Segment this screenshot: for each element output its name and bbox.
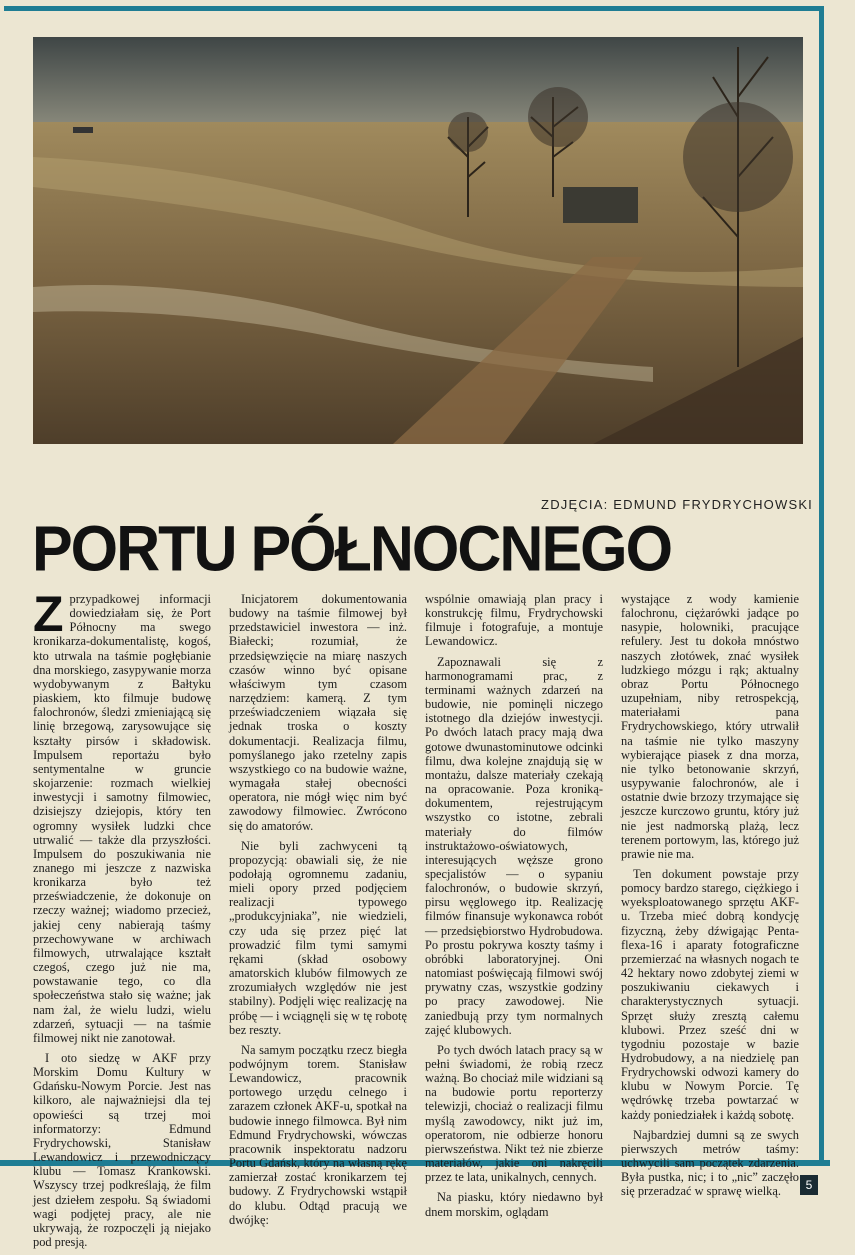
page-number: 5 bbox=[800, 1175, 818, 1195]
paragraph: Zapoznawali się z harmonogramami prac, z terminami ważnych zdarzeń na budowie, nie pominęli niczego istotnego dla dziejów inwestycji. Po dwóch latach pracy mają dwa gotowe dwunastominutowe odcinki filmu, dwa kolejne znajdują się w montażu, dalsze materiały czekają na opracowanie. Poza kroniką-dokumentem, rejestrującym wszystko co istotne, zebrali materiały do filmów instruktażowo-oświatowych, interesujących węższe grono specjalistów — o sypaniu falochronów, o budowie skrzyń, pirsu węglowego itp. Realizację filmów finansuje wykonawca robót — przedsiębiorstwo Hydrobudowa. Po prostu pokrywa koszty taśmy i obróbki laboratoryjnej. Oni natomiast poświęcają filmowi swój prywatny czas, wszystkie godziny po pracy zawodowej. Nie zaniedbują przy tym normalnych zajęć klubowych. bbox=[425, 654, 603, 1037]
drop-cap: Z bbox=[33, 586, 64, 642]
article-body bbox=[33, 586, 807, 1250]
paragraph: Po tych dwóch latach pracy są w pełni świadomi, że robią rzecz ważną. Bo chociaż mile widziani są na budowie portu reporterzy telewizji, chociaż o realizacji filmu myślą zawodowcy, nikt już im, operatorom, nie odbierze honoru pierwszeństwa. Nikt też nie zbierze materiałów, jakie oni nakręcili przez te lata, unikalnych, cennych. bbox=[425, 1042, 603, 1185]
paragraph: Inicjatorem dokumentowania budowy na taśmie filmowej był przedstawiciel inwestora — inż. Białecki; rozumiał, że przedsięwzięcie na miarę naszych czasów winno być opisane właściwym tym czasom narzędziem: kamerą. Z tym przeświadczeniem wiązała się jednak troska o koszty dokumentacji. Realizacja filmu, pomyślanego jako rzetelny zapis wszystkiego co na budowie ważne, wymagała stałej obecności operatora, nie mógł więc nim być zawodowy filmowiec. Zwrócono się do amatorów. bbox=[229, 592, 407, 833]
landscape-photo bbox=[33, 37, 803, 444]
paragraph: Zprzypadkowej informacji dowiedziałam się, że Port Północny ma swego kronikarza-dokumentalistę, kogoś, kto utrwala na taśmie pogłębianie dna morskiego, zasypywanie morza wydobywanym z Bałtyku piaskiem, kto filmuje budowę falochronów, śledzi zmieniającą się linię brzegową, zarysowujące się kształty pirsów i składowisk. Impulsem reportażu było sentymentalne w gruncie skojarzenie: rozmach wielkiej inwestycji i samotny filmowiec, dzisiejszy dziejopis, który ten ogromny wysiłek ludzki chce utrwalić — także dla przyszłości. Impulsem do poszukiwania nie znanego mi jeszcze z nazwiska kronikarza było też przeświadczenie, że dokonuje on rzeczy ważnej; wiadomo przecież, jakiej ceny nabierają taśmy przechowywane w archiwach filmowych, utrwalające kształt czegoś, czego już nie ma, powstawanie tego, co dla społeczeństwa stało się ważne; jak nam żal, że wielu ludzi, wielu zdarzeń, sytuacji — na taśmie filmowej nikt nie zanotował. bbox=[33, 586, 211, 1045]
paragraph: Na samym początku rzecz biegła podwójnym torem. Stanisław Lewandowicz, pracownik portowego urzędu celnego i zarazem członek AKF-u, spotkał na budowie innego filmowca. Był nim Edmund Frydrychowski, wówczas pracownik inspektoratu nadzoru Portu Gdańsk, który na własną rękę zamierzał zostać kronikarzem tej budowy. Z Frydrychowski wstąpił do klubu. Odtąd pracują we dwójkę: bbox=[229, 1042, 407, 1227]
paragraph: Ten dokument powstaje przy pomocy bardzo starego, ciężkiego i wyeksploatowanego sprzętu AKF-u. Trzeba mieć dobrą kondycję fizyczną, żeby dźwigając Penta-flexa-16 i aparaty fotograficzne przemierzać na własnych nogach te 42 hektary nowo zdobytej ziemi w poszukiwaniu ciekawych i charakterystycznych sytuacji. Sprzęt służy zresztą całemu klubowi. Przez sześć dni w tygodniu pozostaje w bazie Hydrobudowy, a na niedzielę pan Frydrychowski odwozi kamery do klubu w Nowym Porcie. Tę wędrówkę trzeba powtarzać w każdy poniedziałek i każdą sobotę. bbox=[621, 866, 799, 1122]
paragraph: I oto siedzę w AKF przy Morskim Domu Kultury w Gdańsku-Nowym Porcie. Jest nas kilkoro, ale najważniejsi dla tej opowieści są trzej moi informatorzy: Edmund Frydrychowski, Stanisław Lewandowicz i przewodniczący klubu — Tomasz Krankowski. Wszyscy trzej podkreślają, że film jest dziełem zespołu. Są świadomi wagi podjętej pracy, ale nie ukrywają, że rozpoczęli ją niejako pod presją. bbox=[33, 1051, 211, 1250]
column-3 bbox=[425, 592, 603, 1255]
photo-credit: ZDJĘCIA: EDMUND FRYDRYCHOWSKI bbox=[541, 497, 813, 512]
column-2 bbox=[229, 592, 407, 1255]
paragraph: wystające z wody kamienie falochronu, ciężarówki jadące po nasypie, holowniki, pracujące refulery. Jest tu dokoła mnóstwo naszych złotówek, znać wysiłek ludzkiego mózgu i rąk; aktualny obraz Portu Północnego uzupełniam, niby retrospekcją, materiałami pana Frydrychowskiego, który utrwalił na taśmie nie tylko maszyny wybierające piasek z dna morza, nie tylko betonowanie skrzyń, usypywanie falochronów, ale i ostatnie dwie brzozy trzymające się jeszcze kurczowo gruntu, który już nie jest nadmorską plażą, lecz terenem portowym, las, którego już prawie nie ma. bbox=[621, 592, 799, 861]
article-title: PORTU PÓŁNOCNEGO bbox=[32, 512, 672, 585]
column-1 bbox=[33, 586, 211, 1255]
paragraph: Nie byli zachwyceni tą propozycją: obawiali się, że nie podołają ogromnemu zadaniu, mieli opory przed podjęciem realizacji typowego „produkcyjniaka”, nie wiedzieli, czy uda się przez pięć lat prowadzić film tymi samymi rękami (skład osobowy amatorskich klubów filmowych ze zrozumiałych względów nie jest stabilny). Podjęli więc realizację na próbę — i wciągnęli się w tę robotę bez reszty. bbox=[229, 838, 407, 1037]
paragraph: Najbardziej dumni są ze swych pierwszych metrów taśmy: uchwycili sam początek zdarzenia. Była pustka, nic; i to „nic” zaczęło się przeradzać w sprawę wielką. bbox=[621, 1127, 799, 1199]
paragraph: wspólnie omawiają plan pracy i konstrukcję filmu, Frydrychowski filmuje i fotografuje, a montuje Lewandowicz. bbox=[425, 592, 603, 649]
paragraph: Na piasku, który niedawno był dnem morskim, oglądam bbox=[425, 1190, 603, 1219]
column-4 bbox=[621, 592, 799, 1255]
